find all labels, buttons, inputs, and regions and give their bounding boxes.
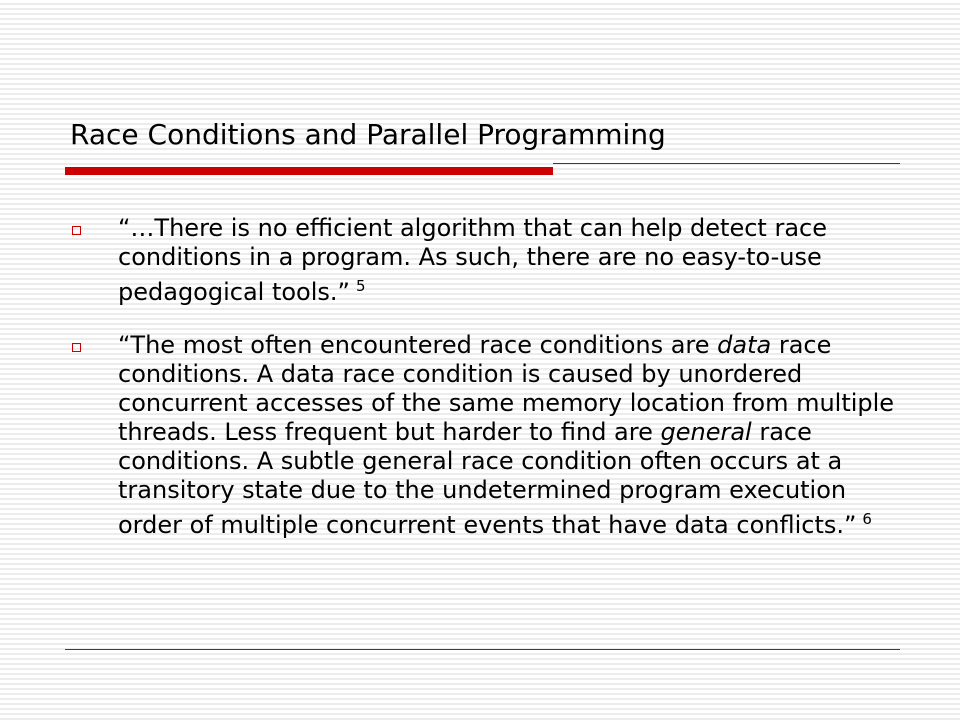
bullet-text — [118, 214, 900, 307]
emphasis-text: general — [660, 418, 752, 446]
bullet-item — [70, 331, 900, 540]
quote-text: “…There is no efficient algorithm that can help detect race conditions in a program. As such, there are no easy-to-use pedagogical tools.” — [118, 214, 827, 306]
bullet-list — [70, 214, 900, 564]
slide-title: Race Conditions and Parallel Programming — [70, 118, 666, 151]
bullet-text — [118, 331, 900, 540]
quote-text: race conditions. A subtle general race condition often occurs at a transitory state due to the undetermined program execution order of multiple concurrent events that have data conflicts.” — [118, 418, 857, 539]
hollow-square-icon — [72, 226, 81, 235]
reference-number: 5 — [355, 277, 366, 295]
title-underline-thick — [65, 167, 553, 175]
quote-text: “The most often encountered race conditions are — [118, 331, 718, 359]
hollow-square-icon — [72, 343, 81, 352]
footer-rule — [65, 649, 900, 650]
emphasis-text: data — [717, 331, 772, 359]
title-underline-thin — [553, 163, 900, 164]
bullet-item — [70, 214, 900, 307]
reference-number: 6 — [862, 510, 872, 528]
quote-text: race conditions. A data race condition is caused by unordered concurrent accesses of the same memory location from multiple threads. Less frequent but harder to find are — [118, 331, 895, 446]
